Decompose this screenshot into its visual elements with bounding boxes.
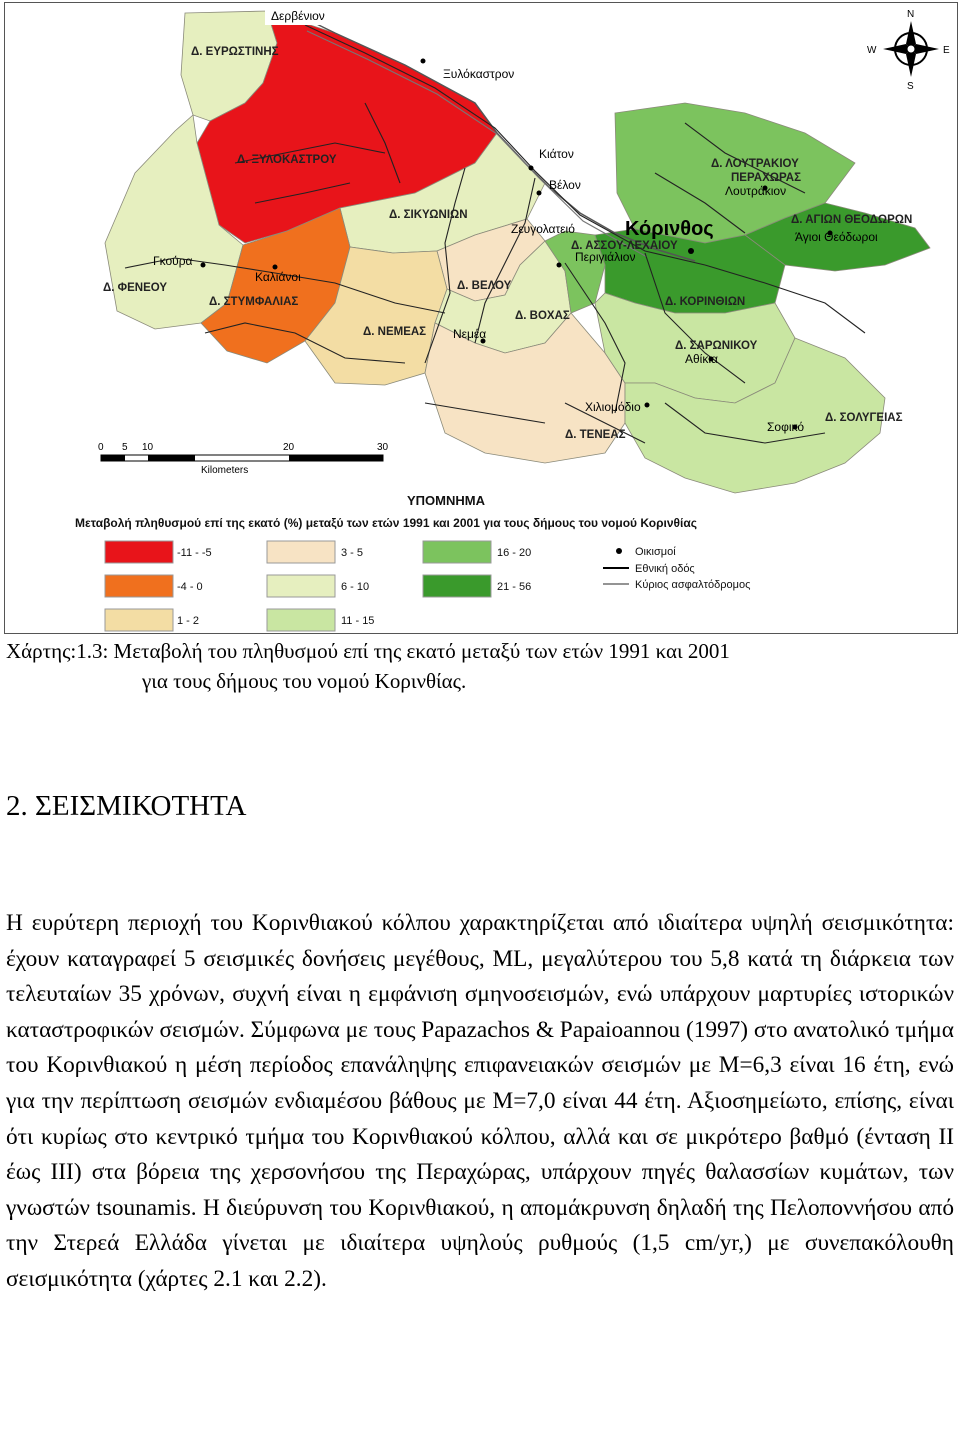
muni-label-nemeas: Δ. ΝΕΜΕΑΣ: [363, 326, 427, 338]
town-label-kalianoi: Καλιάνοι: [255, 270, 301, 284]
muni-label-vochas: Δ. ΒΟΧΑΣ: [515, 310, 570, 322]
legend-swatch-7: [423, 541, 491, 563]
population-change-map: [4, 2, 958, 634]
muni-label-evrostinis: Δ. ΕΥΡΩΣΤΙΝΗΣ: [191, 46, 279, 58]
legend-settlement-icon: [616, 548, 622, 554]
compass-e: E: [943, 45, 950, 56]
muni-label-feneou: Δ. ΦΕΝΕΟΥ: [103, 282, 168, 294]
body-paragraph: Η ευρύτερη περιοχή του Κορινθιακού κόλπου χαρακτηρίζεται από ιδιαίτερα υψηλή σεισμικότητα: έχουν καταγραφεί 5 σεισμικές δονήσεις μεγέθους, ML, μεγαλύτερου του 5,8 κατά τη διάρκεια των τελευταίων 35 χρόνων, συχνή είναι η εμφάνιση σμηνοσεισμών, ενώ υπάρχουν μαρτυρίες ιστορικών καταστροφικών σεισμών. Σύμφωνα με τους Papazachos & Papaioannou (1997) στο ανατολικό τμήμα του Κορινθιακού η μέση περίοδος επανάληψης επιφανειακών σεισμών με Μ=6,3 είναι 16 έτη, ενώ για την περίπτωση σεισμών ενδιαμέσου βάθους με Μ=7,0 είναι 44 έτη. Αξιοσημείωτο, επίσης, είναι ότι κυρίως στο κεντρικό τμήμα του Κορινθιακού κόλπου, αλλά και σε μικρότερο βαθμό (ένταση ΙΙ έως ΙΙΙ) στα βόρεια της χερσονήσου της Περαχώρας, υπάρχουν πηγές θαλασσίων κυμάτων, των γνωστών tsounamis. Η διεύρυνση του Κορινθιακού, η απομάκρυνση δηλαδή της Πελοποννήσου από την Στερεά Ελλάδα γίνεται με ιδιαίτερα υψηλούς ρυθμούς (1,5 cm/yr,) με συνεπακόλουθη σεισμικότητα (χάρτες 2.1 και 2.2).: [6, 910, 954, 1292]
map-caption: [6, 636, 936, 696]
scale-unit: Kilometers: [201, 465, 249, 476]
muni-label-korinthion: Δ. ΚΟΡΙΝΘΙΩΝ: [665, 296, 746, 308]
legend-line-1: Οικισμοί: [635, 546, 676, 558]
legend-swatch-5: [267, 575, 335, 597]
legend: [75, 493, 750, 631]
legend-title: ΥΠΟΜΝΗΜΑ: [407, 493, 485, 508]
town-label-gkoura: Γκούρα: [153, 254, 193, 268]
section-heading: 2. ΣΕΙΣΜΙΚΟΤΗΤΑ: [6, 790, 247, 822]
legend-label-7: 16 - 20: [497, 547, 532, 559]
town-label-zevgolateio: Ζευγολατειό: [511, 222, 575, 236]
compass-rose-icon: [867, 9, 950, 92]
caption-line-1: Χάρτης:1.3: Μεταβολή του πληθυσμού επί της εκατό μεταξύ των ετών 1991 και 2001: [6, 639, 730, 663]
legend-label-2: -4 - 0: [177, 581, 203, 593]
town-label-loutrakion: Λουτράκιον: [725, 184, 787, 198]
legend-line-3: Κύριος ασφαλτόδρομος: [635, 579, 751, 591]
town-label-agioi-theodoroi: Άγιοι Θεόδωροι: [795, 230, 878, 244]
town-label-korinthos: Κόρινθος: [625, 218, 714, 240]
compass-w: W: [867, 45, 877, 56]
legend-swatch-8: [423, 575, 491, 597]
legend-label-3: 1 - 2: [177, 615, 200, 627]
town-label-sofiko: Σοφικό: [767, 420, 805, 434]
scale-tick-5: 5: [122, 442, 128, 453]
legend-line-2: Εθνική οδός: [635, 563, 695, 575]
muni-label-stymfalias: Δ. ΣΤΥΜΦΑΛΙΑΣ: [209, 296, 299, 308]
compass-s: S: [907, 81, 914, 92]
legend-swatch-4: [267, 541, 335, 563]
town-label-dervenion: Δερβένιον: [271, 9, 325, 23]
scale-tick-0: 0: [98, 442, 104, 453]
town-label-velon: Βέλον: [549, 178, 581, 192]
muni-label-assou-lechaiou: Δ. ΑΣΣΟΥ-ΛΕΧΑΙΟΥ: [571, 240, 678, 252]
legend-swatch-3: [105, 609, 173, 631]
legend-label-5: 6 - 10: [341, 581, 370, 593]
town-label-xylokastron: Ξυλόκαστρον: [443, 67, 515, 81]
muni-label-agion-theodoron: Δ. ΑΓΙΩΝ ΘΕΟΔΩΡΩΝ: [791, 214, 913, 226]
muni-label-solygeias: Δ. ΣΟΛΥΓΕΙΑΣ: [825, 412, 903, 424]
legend-label-4: 3 - 5: [341, 547, 364, 559]
scale-tick-10: 10: [142, 442, 154, 453]
legend-swatch-6: [267, 609, 335, 631]
legend-swatch-1: [105, 541, 173, 563]
legend-swatch-2: [105, 575, 173, 597]
scale-tick-30: 30: [377, 442, 389, 453]
map-regions: [105, 11, 930, 493]
town-label-kiaton: Κιάτον: [539, 147, 574, 161]
legend-label-8: 21 - 56: [497, 581, 532, 593]
legend-subtitle: Μεταβολή πληθυσμού επί της εκατό (%) μεταξύ των ετών 1991 και 2001 για τους δήμους του νομού Κορινθίας: [75, 516, 697, 530]
caption-line-2: για τους δήμους του νομού Κορινθίας.: [142, 669, 467, 693]
muni-label-loutrakiou-2: ΠΕΡΑΧΩΡΑΣ: [731, 172, 802, 184]
compass-n: N: [907, 9, 915, 20]
legend-label-1: -11 - -5: [177, 547, 212, 559]
town-label-nemea: Νεμέα: [453, 327, 487, 341]
muni-label-loutrakiou-1: Δ. ΛΟΥΤΡΑΚΙΟΥ: [711, 158, 799, 170]
town-label-chiliomodi: Χιλιομόδιο: [585, 400, 641, 414]
muni-label-saronikou: Δ. ΣΑΡΩΝΙΚΟΥ: [675, 340, 758, 352]
scale-tick-20: 20: [283, 442, 295, 453]
muni-label-sikyonion: Δ. ΣΙΚΥΩΝΙΩΝ: [389, 209, 468, 221]
town-label-athikia: Αθίκια: [685, 352, 718, 366]
legend-label-6: 11 - 15: [341, 615, 375, 627]
muni-label-tenea: Δ. ΤΕΝΕΑΣ: [565, 429, 626, 441]
muni-label-xylokastrou: Δ. ΞΥΛΟΚΑΣΤΡΟΥ: [237, 154, 337, 166]
map-canvas: [5, 3, 957, 633]
town-label-perigiali: Περιγιάλιον: [575, 250, 636, 264]
scale-bar: [98, 442, 389, 476]
muni-label-velou: Δ. ΒΕΛΟΥ: [457, 280, 512, 292]
